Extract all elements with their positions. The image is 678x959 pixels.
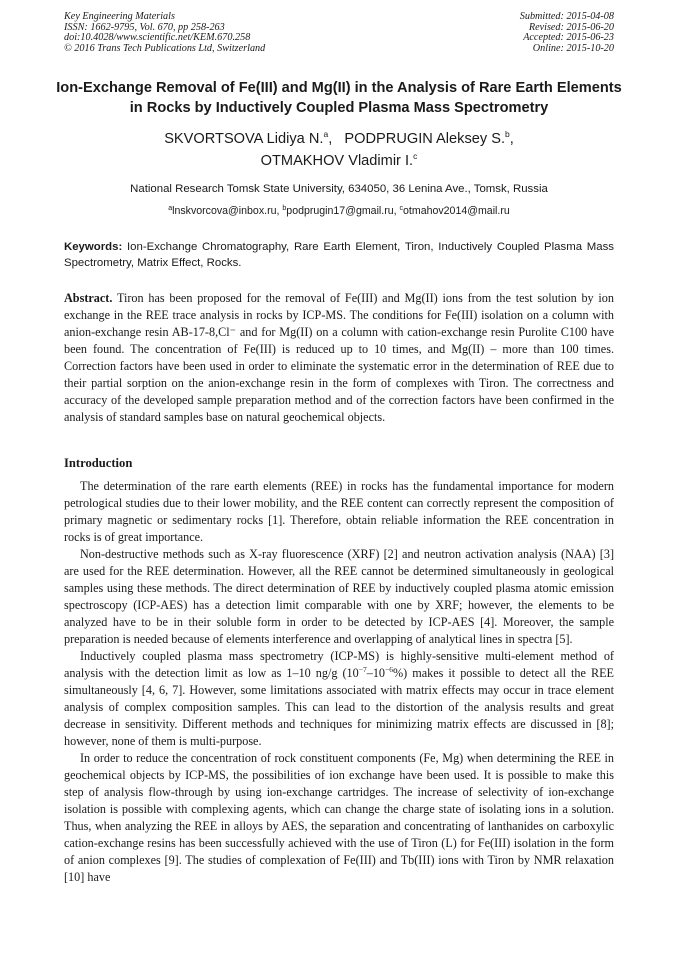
section-heading-introduction: Introduction [64,456,133,470]
abstract [64,290,614,426]
paragraph: Non-destructive methods such as X-ray fluorescence (XRF) [2] and neutron activation analysis (NAA) [3] are used for the REE determination. However, all the REE cannot be determined simultaneously in geological samples using these methods. The direct determination of REE by inductively coupled plasma atomic emission spectroscopy (ICP-AES) has a detection limit comparable with one by XRF; however, the elements to be analyzed have to be in their soluble form in order to be detected by ICP-AES [4]. Moreover, the sample preparation is needed because of elements interference and overlapping of analytical lines in spectra [5]. [64,547,614,646]
abstract-label: Abstract. [64,291,113,305]
author-name: PODPRUGIN Aleksey S. [344,131,505,147]
publication-dates [520,12,614,54]
email-mark: c [399,205,404,212]
accepted-date: Accepted: 2015-06-23 [523,32,614,44]
paragraph: The determination of the rare earth elements (REE) in rocks has the fundamental importance for modern petrological studies due to their lower mobility, and the REE content can correctly represent the composition of primary magnetic or sedimentary rocks [1]. Therefore, obtain reliable information the REE concentration in rocks is of great importance. [64,479,614,544]
author-mark: b [505,129,510,139]
doi-line: doi:10.4028/www.scientific.net/KEM.670.258 [64,32,251,44]
keywords-text: Ion-Exchange Chromatography, Rare Earth Element, Tiron, Inductively Coupled Plasma Mass Spectrometry, Matrix Effect, Rocks. [64,241,615,269]
email-list [40,204,638,218]
author-sep: , [509,131,514,147]
keywords-label: Keywords: [64,241,123,253]
author-list [40,128,638,172]
paragraph [64,648,614,750]
paragraph-text: –10 [366,666,385,680]
email-sep: , [276,205,283,217]
issn-line: ISSN: 1662-9795, Vol. 670, pp 258-263 [64,21,225,33]
abstract-text: Tiron has been proposed for the removal of Fe(III) and Mg(II) ions from the test solution by ion exchange in the REE trace analysis in rocks by ICP-MS. The conditions for Fe(III) isolation on a column with anion-exchange resin AB-17-8,Cl⁻ and for Mg(II) on a column with cation-exchange resin Purolite C100 have been found. The concentration of Fe(III) is reduced up to 10 times, and Mg(II) – more than 100 times. Correction factors have been used in order to eliminate the systematic error in the determination of REE due to their partial sorption on the anion-exchange resin in the form of complexes with Tiron. The correctness and accuracy of the developed sample preparation method and of the correction factors have been confirmed in the analysis of standard samples base on natural geochemical objects. [64,291,614,424]
submitted-date: Submitted: 2015-04-08 [519,11,614,22]
email-link[interactable]: otmahov2014@mail.ru [403,205,510,217]
keywords [64,239,614,271]
journal-name: Key Engineering Materials [64,11,175,22]
email-link[interactable]: podprugin17@gmail.ru [286,205,394,217]
email-mark: a [168,205,173,212]
author-mark: a [323,129,329,139]
paragraph-text: Inductively coupled plasma mass spectrometry (ICP-MS) is highly-sensitive multi-element method of analysis with the detection limit as low as 1–10 ng/g (10 [64,649,614,680]
paragraph-text: %) makes it possible to detect all the REE simultaneously [4, 6, 7]. However, some limitations associated with matrix effects may occur in trace element analysis of complex composition samples. This can lead to the distortion of the analysis results and great decrease in sensitivity. Different methods and techniques for minimizing matrix effects are discussed in [8]; however, none of them is multi-purpose. [64,666,614,748]
author-sep: , [328,131,341,147]
email-mark: b [282,205,287,212]
online-date: Online: 2015-10-20 [532,42,614,54]
exponent: −6 [385,665,393,674]
revised-date: Revised: 2015-06-20 [528,21,614,33]
paper-title: Ion-Exchange Removal of Fe(III) and Mg(II) in the Analysis of Rare Earth Elements in Rocks by Inductively Coupled Plasma Mass Spectrometry [56,80,622,116]
email-sep: , [393,205,400,217]
author-name: OTMAKHOV Vladimir I. [260,153,414,169]
affiliation: National Research Tomsk State University, 634050, 36 Lenina Ave., Tomsk, Russia [130,183,548,195]
email-link[interactable]: lnskvorcova@inbox.ru [172,205,277,217]
introduction-body [64,478,614,886]
journal-info [64,12,265,54]
author-mark: c [413,151,418,161]
exponent: −7 [358,665,367,674]
paragraph: In order to reduce the concentration of rock constituent components (Fe, Mg) when determining the REE in geochemical objects by ICP-MS, the possibilities of ion exchange have been used. It is possible to make this step of analysis flow-through by using ion-exchange cartridges. The increase of selectivity of ion-exchange isolation is possible with complexing agents, which can change the charge state of isolating ions in a solution. Thus, when analyzing the REE in alloys by AES, the separation and concentrating of lanthanides on carboxylic cation-exchange resins has been successfully achieved with the use of Tiron (L) for Fe(III) isolation in the form of anion complexes [9]. The studies of complexation of Fe(III) and Tb(III) ions with Tiron by NMR relaxation [10] have [64,751,614,884]
copyright-line: © 2016 Trans Tech Publications Ltd, Switzerland [64,42,266,54]
author-name: SKVORTSOVA Lidiya N. [164,131,324,147]
